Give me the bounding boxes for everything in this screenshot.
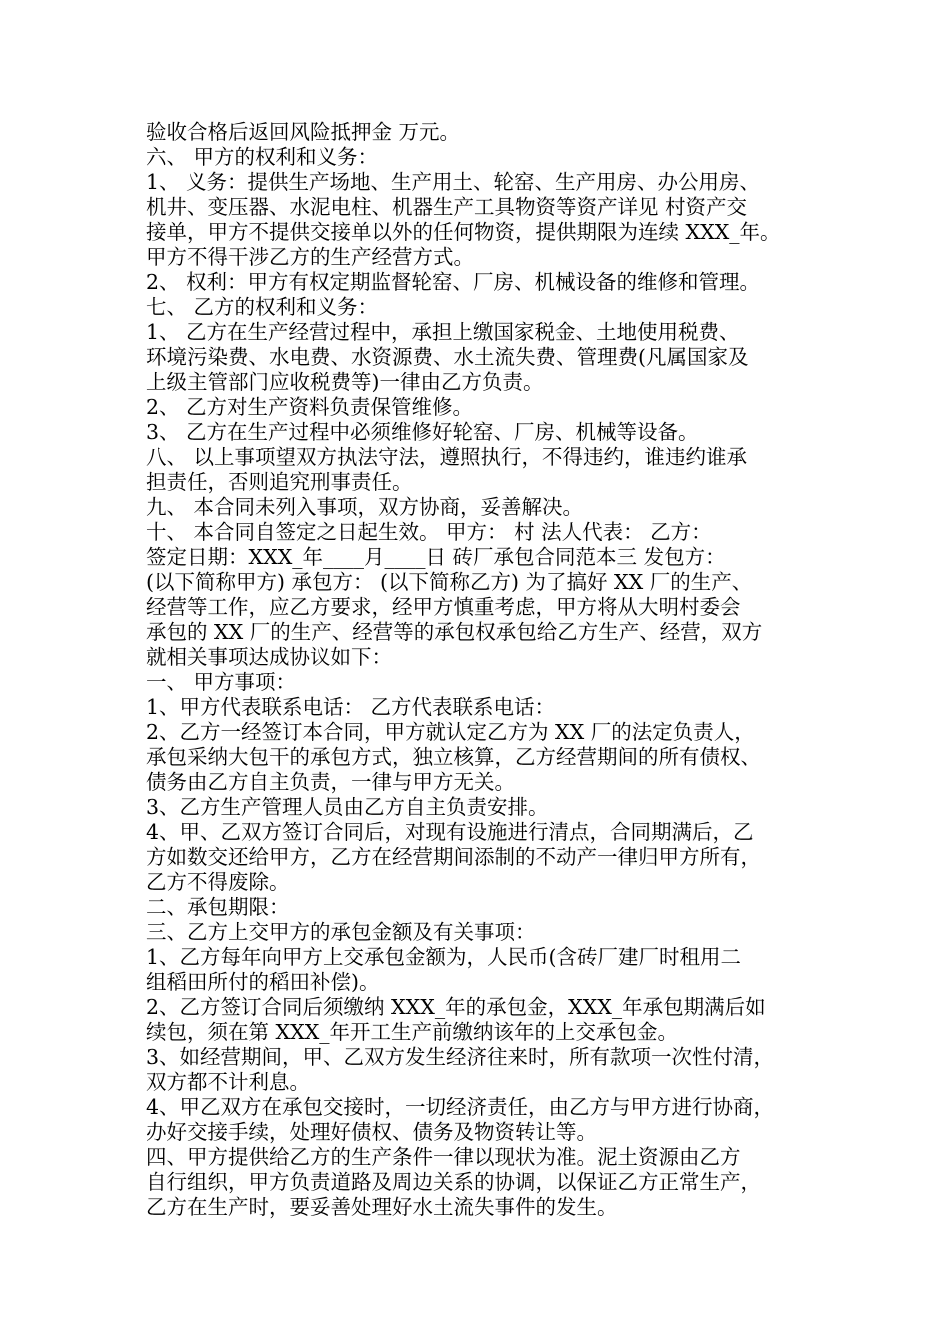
text-line: 办好交接手续，处理好债权、债务及物资转让等。	[146, 1120, 597, 1144]
text-line: 担责任，否则追究刑事责任。	[146, 470, 413, 494]
text-line: 3、如经营期间，甲、乙双方发生经济往来时，所有款项一次性付清，	[146, 1045, 775, 1069]
section-heading: 七、 乙方的权利和义务：	[146, 295, 379, 319]
section-heading: 八、 以上事项望双方执法守法，遵照执行，不得违约，谁违约谁承	[146, 445, 748, 469]
section-heading: 二、承包期限：	[146, 895, 290, 919]
section-heading: 九、 本合同未列入事项，双方协商，妥善解决。	[146, 495, 584, 519]
text-line: 续包，须在第 XXX_年开工生产前缴纳该年的上交承包金。	[146, 1020, 679, 1044]
text-line: 2、乙方一经签订本合同，甲方就认定乙方为 XX 厂的法定负责人，	[146, 720, 755, 744]
text-line: 2、乙方签订合同后须缴纳 XXX_年的承包金，XXX_年承包期满后如	[146, 995, 766, 1019]
text-line: 2、 乙方对生产资料负责保管维修。	[146, 395, 474, 419]
text-line: 承包采纳大包干的承包方式，独立核算，乙方经营期间的所有债权、	[146, 745, 761, 769]
document-body	[146, 120, 826, 1220]
text-line: 3、乙方生产管理人员由乙方自主负责安排。	[146, 795, 549, 819]
text-line: 方如数交还给甲方，乙方在经营期间添制的不动产一律归甲方所有，	[146, 845, 761, 869]
text-line: 3、 乙方在生产过程中必须维修好轮窑、厂房、机械等设备。	[146, 420, 699, 444]
section-heading: 六、 甲方的权利和义务：	[146, 145, 379, 169]
section-heading: 三、乙方上交甲方的承包金额及有关事项：	[146, 920, 536, 944]
text-line: 4、甲、乙双方签订合同后，对现有设施进行清点，合同期满后，乙	[146, 820, 754, 844]
section-heading: 十、 本合同自签定之日起生效。 甲方： 村 法人代表： 乙方：	[146, 520, 712, 544]
text-line: 2、 权利：甲方有权定期监督轮窑、厂房、机械设备的维修和管理。	[146, 270, 761, 294]
text-line: 就相关事项达成协议如下：	[146, 645, 392, 669]
section-heading: 一、 甲方事项：	[146, 670, 297, 694]
text-line: (以下简称甲方) 承包方： (以下简称乙方) 为了搞好 XX 厂的生产、	[146, 570, 753, 594]
text-line: 双方都不计利息。	[146, 1070, 310, 1094]
text-line: 机井、变压器、水泥电柱、机器生产工具物资等资产详见 村资产交	[146, 195, 748, 219]
text-line: 环境污染费、水电费、水资源费、水土流失费、管理费(凡属国家及	[146, 345, 749, 369]
text-line: 上级主管部门应收税费等)一律由乙方负责。	[146, 370, 544, 394]
text-line: 4、甲乙双方在承包交接时，一切经济责任，由乙方与甲方进行协商，	[146, 1095, 775, 1119]
text-line: 验收合格后返回风险抵押金 万元。	[146, 120, 461, 144]
text-line: 乙方不得废除。	[146, 870, 290, 894]
text-line: 1、 乙方在生产经营过程中，承担上缴国家税金、土地使用税费、	[146, 320, 740, 344]
text-line: 甲方不得干涉乙方的生产经营方式。	[146, 245, 474, 269]
text-line: 1、 义务：提供生产场地、生产用土、轮窑、生产用房、办公用房、	[146, 170, 761, 194]
text-line: 签定日期：XXX_年____月____日 砖厂承包合同范本三 发包方：	[146, 545, 726, 569]
text-line: 接单，甲方不提供交接单以外的任何物资，提供期限为连续 XXX_年。	[146, 220, 781, 244]
text-line: 自行组织，甲方负责道路及周边关系的协调，以保证乙方正常生产，	[146, 1170, 761, 1194]
text-line: 经营等工作，应乙方要求，经甲方慎重考虑，甲方将从大明村委会	[146, 595, 741, 619]
text-line: 1、甲方代表联系电话： 乙方代表联系电话：	[146, 695, 556, 719]
text-line: 组稻田所付的稻田补偿)。	[146, 970, 380, 994]
text-line: 债务由乙方自主负责，一律与甲方无关。	[146, 770, 515, 794]
text-line: 承包的 XX 厂的生产、经营等的承包权承包给乙方生产、经营，双方	[146, 620, 763, 644]
section-heading: 四、甲方提供给乙方的生产条件一律以现状为准。泥土资源由乙方	[146, 1145, 741, 1169]
text-line: 乙方在生产时，要妥善处理好水土流失事件的发生。	[146, 1195, 618, 1219]
text-line: 1、乙方每年向甲方上交承包金额为，人民币(含砖厂建厂时租用二	[146, 945, 742, 969]
